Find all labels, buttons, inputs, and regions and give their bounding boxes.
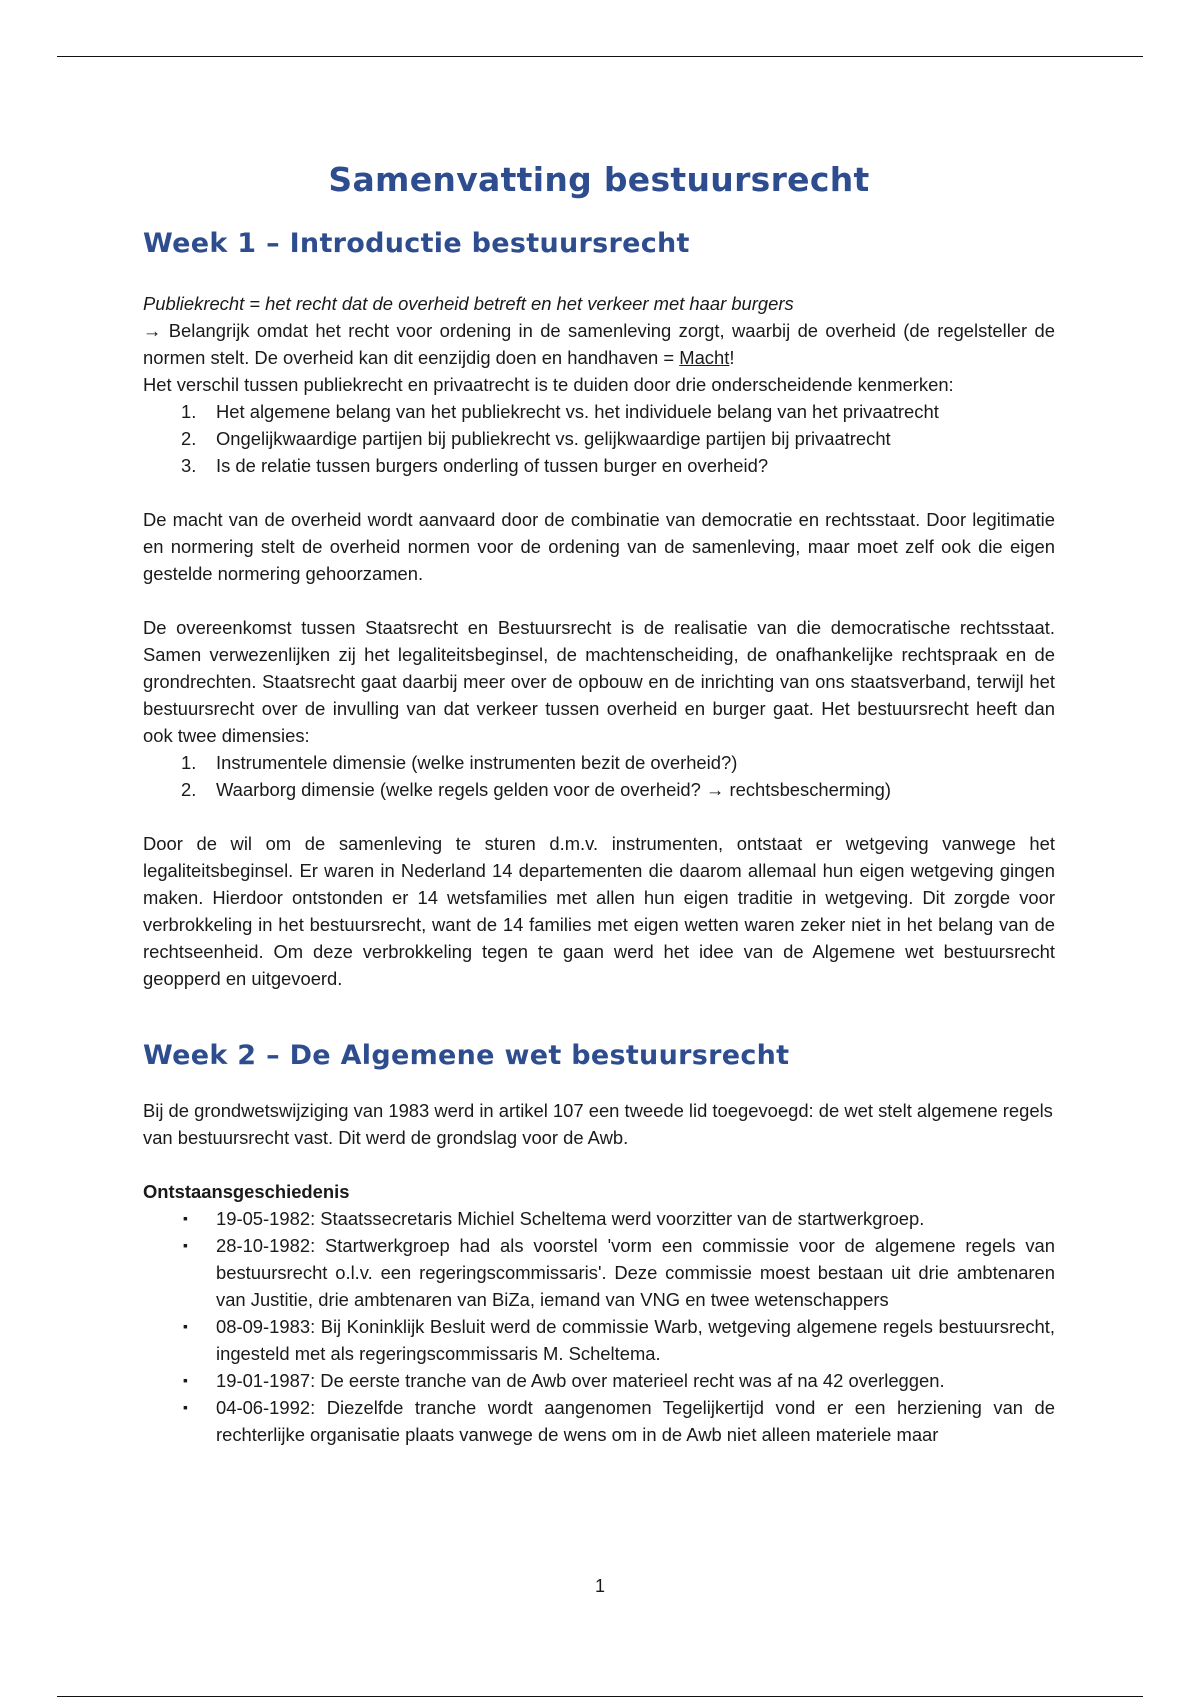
list-item: 3. Is de relatie tussen burgers onderling of tussen burger en overheid? xyxy=(181,455,769,476)
week1-paragraph-4: De overeenkomst tussen Staatsrecht en Bestuursrecht is de realisatie van die democratische rechtsstaat. Samen verwezenlijken zij het legaliteitsbeginsel, de machtenscheiding, de onafhankelijke rechtspraak en de grondrechten. Staatsrecht gaat daarbij meer over de opbouw en de inrichting van ons staatsverband, terwijl het bestuursrecht over de invulling van dat verkeer tussen overheid en burger gaat. Het bestuursrecht heeft dan ook twee dimensies: xyxy=(143,617,1055,746)
document-title: Samenvatting bestuursrecht xyxy=(328,160,870,199)
header-rule xyxy=(57,56,1143,57)
list-item: ▪ 19-01-1987: De eerste tranche van de Awb over materieel recht was af na 42 overleggen. xyxy=(143,1367,1055,1394)
ontstaansgeschiedenis-heading: Ontstaansgeschiedenis xyxy=(143,1181,350,1202)
week1-paragraph-1: → Belangrijk omdat het recht voor ordening in de samenleving zorgt, waarbij de overheid (de regelsteller de normen stelt. De overheid kan dit eenzijdig doen en handhaven = Macht! xyxy=(143,320,1055,368)
macht-underlined: Macht xyxy=(679,347,730,368)
list-item: 1. Instrumentele dimensie (welke instrumenten bezit de overheid?) xyxy=(181,752,738,773)
week2-heading: Week 2 – De Algemene wet bestuursrecht xyxy=(143,1040,790,1071)
bullet-icon: ▪ xyxy=(183,1237,188,1253)
week1-paragraph-2: Het verschil tussen publiekrecht en privaatrecht is te duiden door drie onderscheidende kenmerken: xyxy=(143,374,954,395)
bullet-icon: ▪ xyxy=(183,1318,188,1334)
footer-rule xyxy=(57,1696,1143,1697)
arrow-icon: → xyxy=(143,320,162,341)
timeline-list xyxy=(143,1205,1055,1448)
page-number: 1 xyxy=(594,1576,605,1596)
dimensies-list xyxy=(143,749,1055,803)
list-item: ▪ 08-09-1983: Bij Koninklijk Besluit werd de commissie Warb, wetgeving algemene regels bestuursrecht, ingesteld met als regeringscommissaris M. Scheltema. xyxy=(143,1313,1055,1367)
week1-paragraph-3: De macht van de overheid wordt aanvaard door de combinatie van democratie en rechtsstaat. Door legitimatie en normering stelt de overheid normen voor de ordening van de samenleving, maar moet zelf ook die eigen gestelde normering gehoorzamen. xyxy=(143,509,1055,584)
list-item: ▪ 19-05-1982: Staatssecretaris Michiel Scheltema werd voorzitter van de startwerkgroep. xyxy=(143,1205,1055,1232)
list-item: ▪ 04-06-1992: Diezelfde tranche wordt aangenomen Tegelijkertijd vond er een herziening van de rechterlijke organisatie plaats vanwege de wens om in de Awb niet alleen materiele maar xyxy=(143,1394,1055,1448)
week1-heading: Week 1 – Introductie bestuursrecht xyxy=(143,228,690,259)
list-item: 2. Waarborg dimensie (welke regels gelden voor de overheid? → rechtsbescherming) xyxy=(181,779,891,800)
page-content xyxy=(143,150,1055,1448)
week2-paragraph-1: Bij de grondwetswijziging van 1983 werd in artikel 107 een tweede lid toegevoegd: de wet stelt algemene regels van bestuursrecht vast. Dit werd de grondslag voor de Awb. xyxy=(143,1100,1053,1148)
publiekrecht-definition: Publiekrecht = het recht dat de overheid betreft en het verkeer met haar burgers xyxy=(143,293,794,314)
bullet-icon: ▪ xyxy=(183,1210,188,1226)
bullet-icon: ▪ xyxy=(183,1399,188,1415)
week1-paragraph-5: Door de wil om de samenleving te sturen d.m.v. instrumenten, ontstaat er wetgeving vanwege het legaliteitsbeginsel. Er waren in Nederland 14 departementen die daarom allemaal hun eigen wetgeving gingen maken. Hierdoor ontstonden er 14 wetsfamilies met allen hun eigen traditie in wetgeving. Dit zorgde voor verbrokkeling in het bestuursrecht, want de 14 families met eigen wetten waren zeker niet in het belang van de rechtseenheid. Om deze verbrokkeling tegen te gaan werd het idee van de Algemene wet bestuursrecht geopperd en uitgevoerd. xyxy=(143,833,1055,989)
kenmerken-list xyxy=(143,398,1055,479)
bullet-icon: ▪ xyxy=(183,1372,188,1388)
list-item: ▪ 28-10-1982: Startwerkgroep had als voorstel 'vorm een commissie voor de algemene regels van bestuursrecht o.l.v. een regeringscommissaris'. Deze commissie moest bestaan uit drie ambtenaren van Justitie, drie ambtenaren van BiZa, iemand van VNG en twee wetenschappers xyxy=(143,1232,1055,1313)
list-item: 2. Ongelijkwaardige partijen bij publiekrecht vs. gelijkwaardige partijen bij privaatrecht xyxy=(181,428,891,449)
list-item: 1. Het algemene belang van het publiekrecht vs. het individuele belang van het privaatrecht xyxy=(181,401,939,422)
